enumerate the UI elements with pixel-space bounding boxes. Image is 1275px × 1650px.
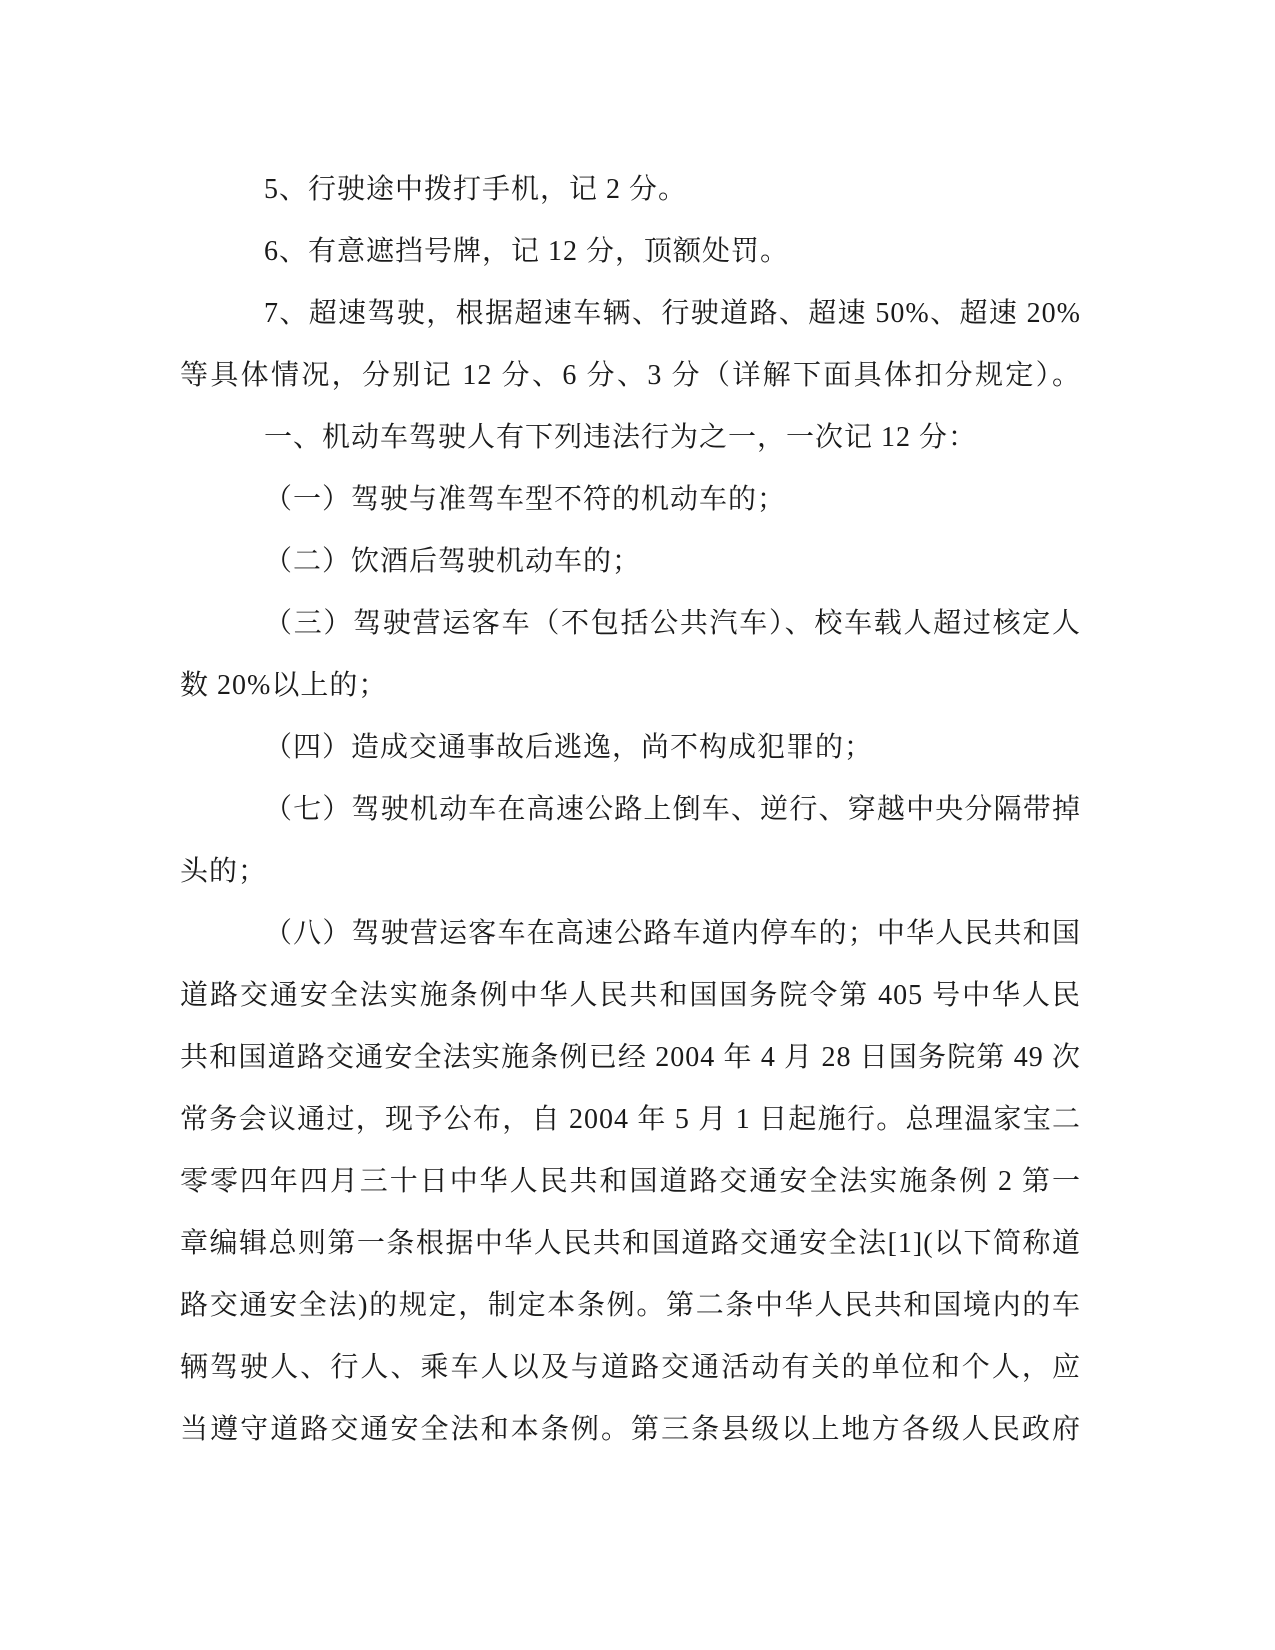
text-line: （一）驾驶与准驾车型不符的机动车的； — [264, 484, 787, 515]
text-line: 数 20%以上的； — [180, 670, 388, 701]
text-line: （四）造成交通事故后逃逸，尚不构成犯罪的； — [264, 732, 874, 763]
text-line: 辆驾驶人、行人、乘车人以及与道路交通活动有关的单位和个人，应 — [180, 1352, 1081, 1383]
text-line: 路交通安全法)的规定，制定本条例。第二条中华人民共和国境内的车 — [180, 1290, 1081, 1321]
text-line: （七）驾驶机动车在高速公路上倒车、逆行、穿越中央分隔带掉 — [264, 794, 1081, 825]
text-line: 道路交通安全法实施条例中华人民共和国国务院令第 405 号中华人民 — [180, 980, 1081, 1011]
text-line: 共和国道路交通安全法实施条例已经 2004 年 4 月 28 日国务院第 49 次 — [180, 1042, 1081, 1073]
text-line: （二）饮酒后驾驶机动车的； — [264, 546, 642, 577]
text-line: （八）驾驶营运客车在高速公路车道内停车的；中华人民共和国 — [264, 918, 1081, 949]
text-line: 等具体情况，分别记 12 分、6 分、3 分（详解下面具体扣分规定）。 — [180, 360, 1081, 391]
text-line: 5、行驶途中拨打手机，记 2 分。 — [264, 174, 688, 205]
text-line: 常务会议通过，现予公布，自 2004 年 5 月 1 日起施行。总理温家宝二 — [180, 1104, 1081, 1135]
text-line: 零零四年四月三十日中华人民共和国道路交通安全法实施条例 2 第一 — [180, 1166, 1081, 1197]
text-line: 7、超速驾驶，根据超速车辆、行驶道路、超速 50%、超速 20% — [264, 298, 1081, 329]
text-line: 当遵守道路交通安全法和本条例。第三条县级以上地方各级人民政府 — [180, 1414, 1081, 1445]
text-line: （三）驾驶营运客车（不包括公共汽车）、校车载人超过核定人 — [264, 608, 1081, 639]
text-line: 一、机动车驾驶人有下列违法行为之一，一次记 12 分： — [264, 422, 978, 453]
text-line: 头的； — [180, 856, 268, 887]
document-body — [180, 159, 1081, 1461]
text-line: 6、有意遮挡号牌，记 12 分，顶额处罚。 — [264, 236, 790, 267]
text-line: 章编辑总则第一条根据中华人民共和国道路交通安全法[1](以下简称道 — [180, 1228, 1081, 1259]
